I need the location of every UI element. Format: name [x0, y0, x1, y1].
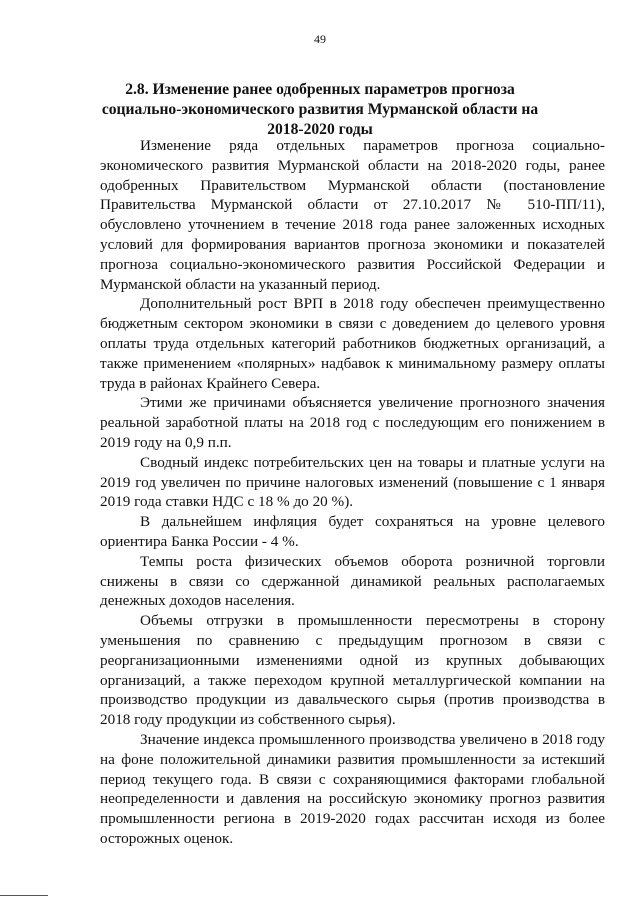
paragraph: Объемы отгрузки в промышленности пересмотрены в сторону уменьшения по сравнению с предыдущим прогнозом в связи с реорганизационными изменениями одной из крупных добывающих организаций, а также переходом крупной металлургической компании на производство продукции из давальческого сырья (против производства в 2018 году продукции из собственного сырья).: [100, 612, 605, 729]
paragraph: Этими же причинами объясняется увеличение прогнозного значения реальной заработной платы на 2018 год с последующим его понижением в 2019 году на 0,9 п.п.: [100, 394, 605, 451]
paragraph: Дополнительный рост ВРП в 2018 году обеспечен преимущественно бюджетным сектором экономики в связи с доведением до целевого уровня оплаты труда отдельных категорий работников бюджетных организаций, а также применением «полярных» надбавок к минимальному размеру оплаты труда в районах Крайнего Севера.: [100, 295, 605, 392]
paragraph: Значение индекса промышленного производства увеличено в 2018 году на фоне положительной динамики развития промышленности за истекший период текущего года. В связи с сохраняющимися факторами глобальной неопределенности и давления на российскую экономику прогноз развития промышленности региона в 2019-2020 годах рассчитан исходя из более осторожных оценок.: [100, 730, 605, 847]
page-number: 49: [314, 32, 326, 46]
footer-divider: [0, 895, 48, 896]
section-title: 2.8. Изменение ранее одобренных параметров прогноза социально-экономического развития Мурманской области на 2018-2020 годы: [101, 81, 539, 138]
body-text: [100, 136, 605, 849]
paragraph: Изменение ряда отдельных параметров прогноза социально-экономического развития Мурманской области на 2018-2020 годы, ранее одобренных Правительством Мурманской области (постановление Правительства Мурманской области от 27.10.2017 № 510-ПП/11), обусловлено уточнением в течение 2018 года ранее заложенных исходных условий для формирования вариантов прогноза экономики и показателей прогноза социально-экономического развития Российской Федерации и Мурманской области на указанный период.: [100, 137, 605, 293]
paragraph: В дальнейшем инфляция будет сохраняться на уровне целевого ориентира Банка России - 4 %.: [100, 513, 605, 550]
paragraph: Темпы роста физических объемов оборота розничной торговли снижены в связи со сдержанной динамикой реальных располагаемых денежных доходов населения.: [100, 552, 605, 610]
paragraph: Сводный индекс потребительских цен на товары и платные услуги на 2019 год увеличен по причине налоговых изменений (повышение с 1 января 2019 года ставки НДС с 18 % до 20 %).: [100, 453, 605, 511]
